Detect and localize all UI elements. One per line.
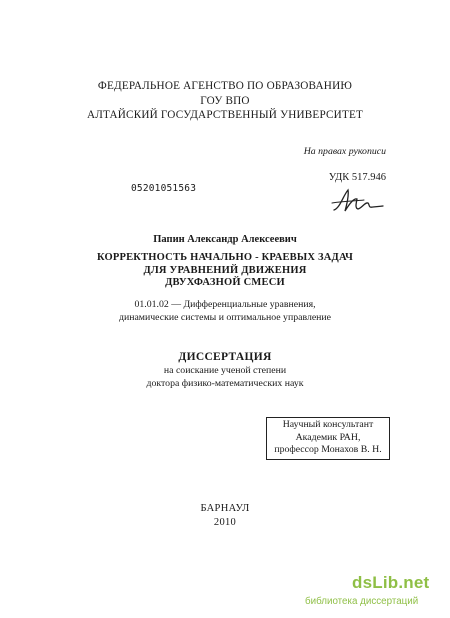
city: БАРНАУЛ [200,503,250,514]
title-line-1: КОРРЕКТНОСТЬ НАЧАЛЬНО - КРАЕВЫХ ЗАДАЧ [96,252,354,263]
year: 2010 [213,517,237,528]
handwritten-signature [330,186,386,216]
place-and-year [0,502,450,530]
advisor-line-3: профессор Монахов В. Н. [274,444,382,455]
dissertation-heading: ДИССЕРТАЦИЯ [178,351,272,363]
title-line-3: ДВУХФАЗНОЙ СМЕСИ [165,277,285,288]
header-line-agency: ФЕДЕРАЛЬНОЕ АГЕНСТВО ПО ОБРАЗОВАНИЮ [97,80,353,92]
header-line-institution-type: ГОУ ВПО [200,94,250,107]
rights-notice: На правах рукописи [303,146,386,157]
specialty-line-1: 01.01.02 — Дифференциальные уравнения, [134,299,316,310]
advisor-line-1: Научный консультант [282,419,374,430]
organization-header [0,79,450,123]
header-line-university: АЛТАЙСКИЙ ГОСУДАРСТВЕННЫЙ УНИВЕРСИТЕТ [86,109,364,121]
title-line-2: ДЛЯ УРАВНЕНИЙ ДВИЖЕНИЯ [143,264,307,276]
udk-code: УДК 517.946 [328,172,386,183]
specialty [0,299,450,324]
author-name: Папин Александр Алексеевич [153,234,297,245]
document-code: 05201051563 [131,183,197,194]
advisor-line-2: Академик РАН, [295,431,361,443]
scientific-advisor-box [266,417,390,460]
specialty-line-2: динамические системы и оптимальное управление [118,311,332,323]
degree-description [0,364,450,390]
degree-line-1: на соискание ученой степени [163,365,287,376]
watermark-logo: dsLib.net [352,573,430,592]
degree-line-2: доктора физико-математических наук [146,378,304,389]
watermark-tagline: библиотека диссертаций [305,596,419,607]
dissertation-title [0,252,450,290]
